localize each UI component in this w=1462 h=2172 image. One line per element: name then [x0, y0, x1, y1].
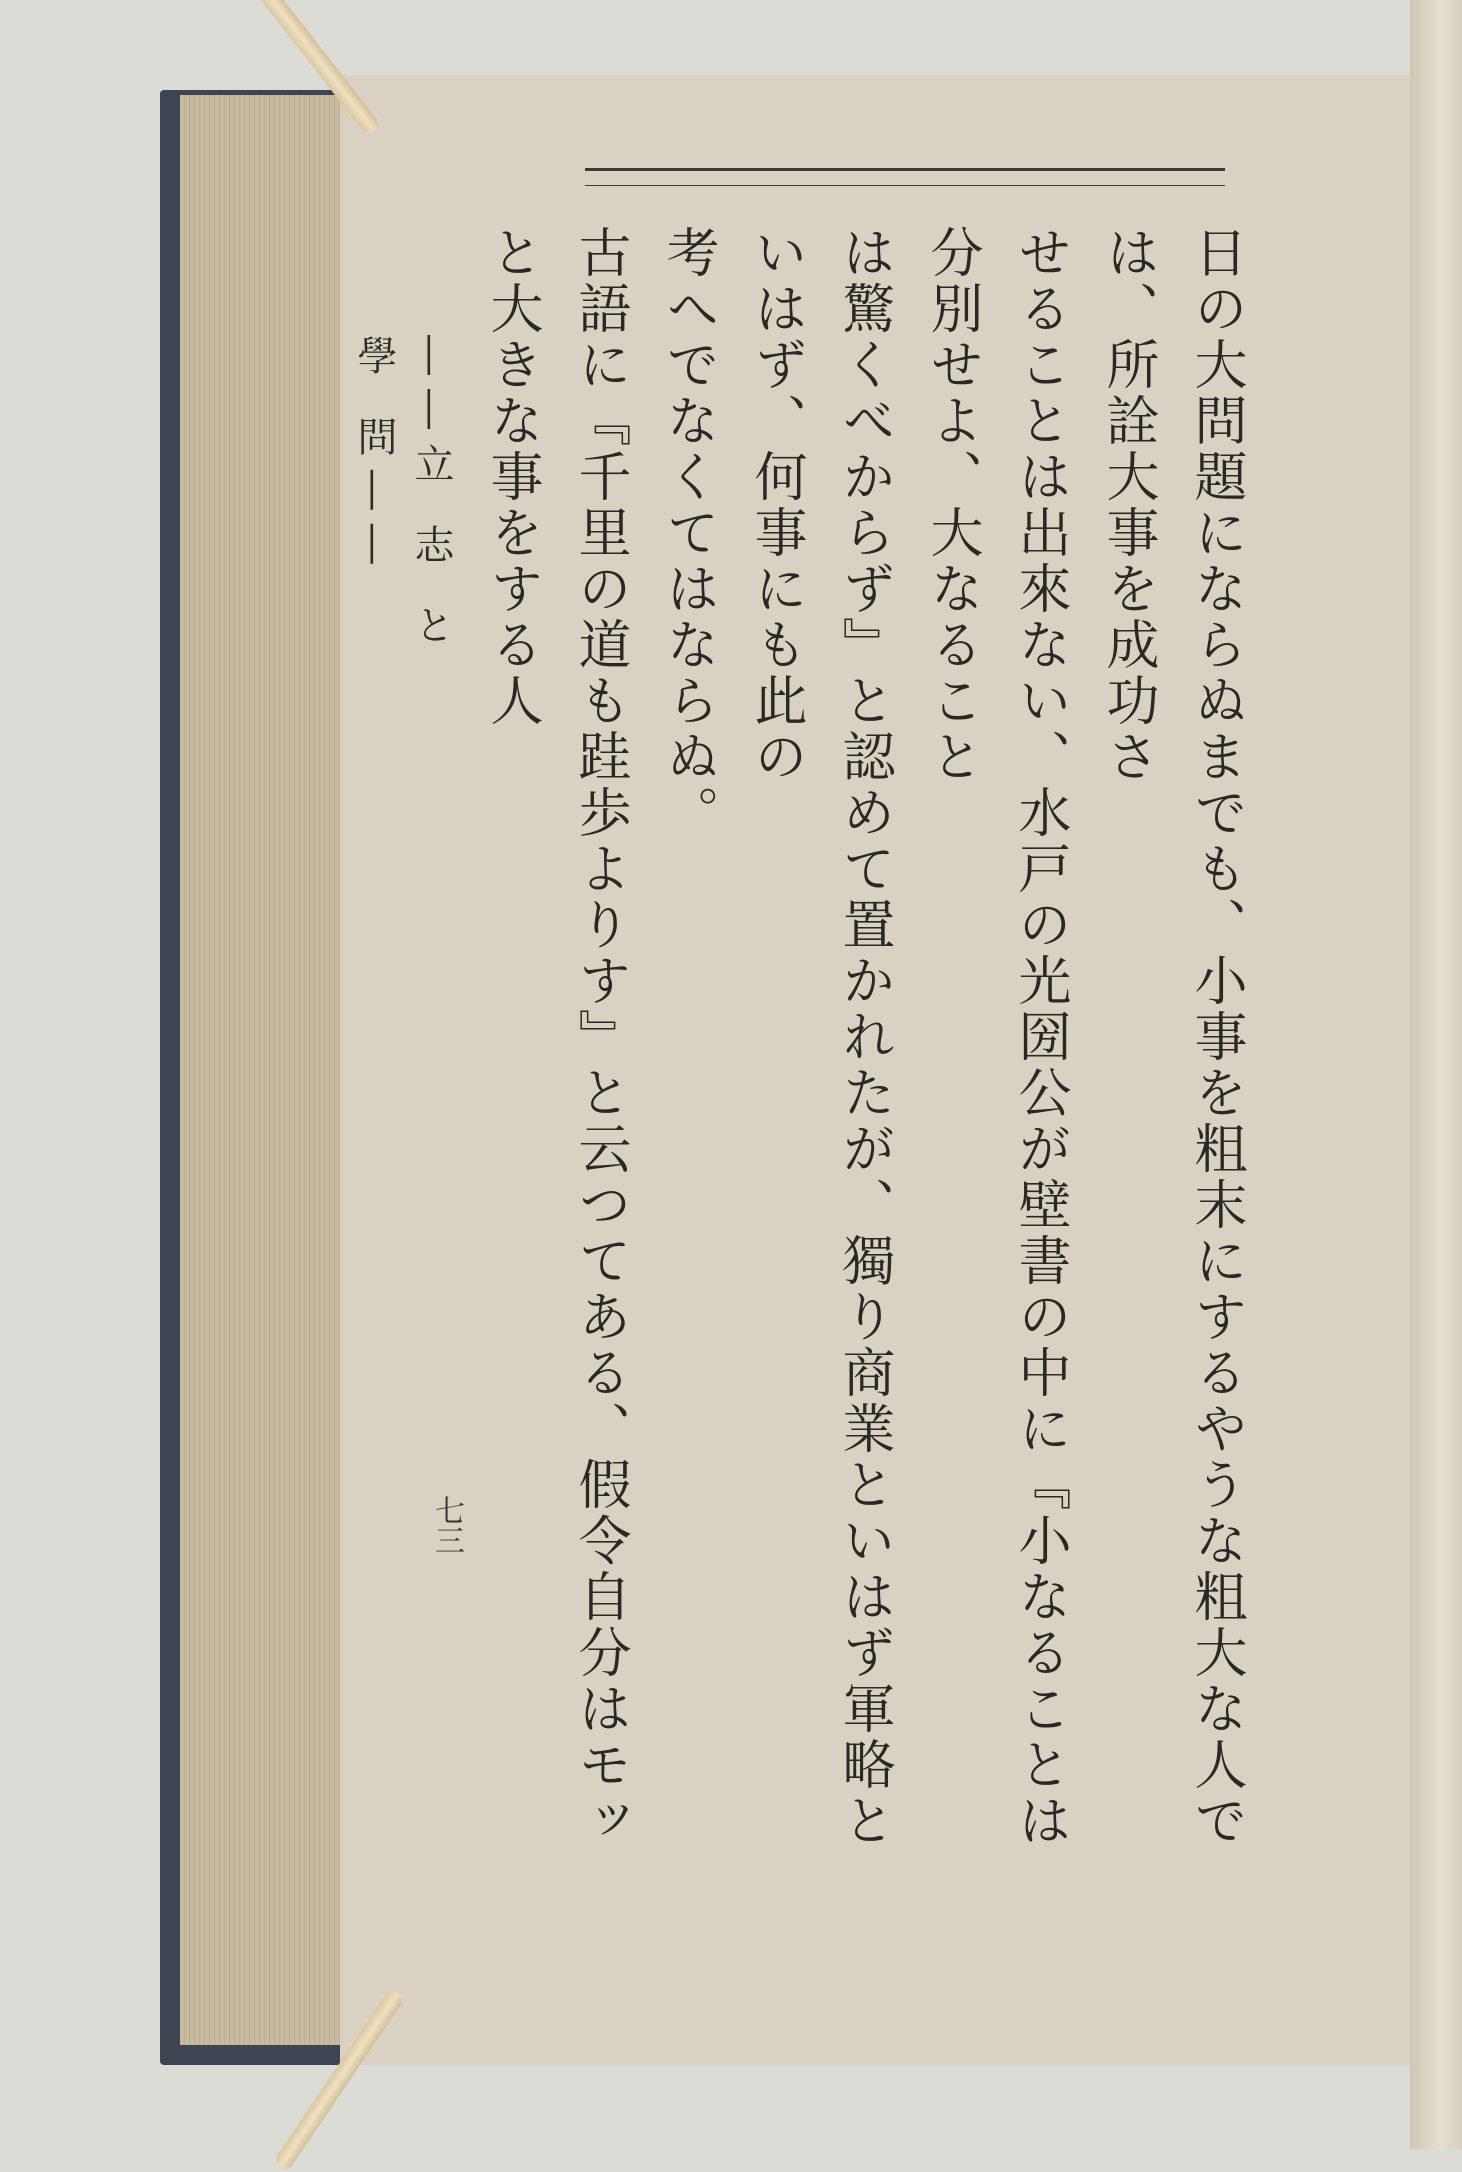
text-line: 考へでなくてはならぬ。: [658, 225, 719, 841]
facing-page-edge: [1410, 0, 1462, 2149]
text-line: は驚くべからず』と認めて置かれたが、獨り商業といはず軍略といはず、何事にも此の: [746, 225, 895, 1849]
page-block-edge: [180, 95, 340, 2045]
page-number: 七三: [429, 1495, 464, 1555]
text-line: 古語に『千里の道も跬歩よりす』と云つてある、假令自分はモッと大きな事をする人: [482, 225, 631, 1849]
text-line: せることは出來ない、水戸の光圀公が壁書の中に『小なることは分別せよ、大なること: [922, 225, 1071, 1849]
text-line: 日の大問題にならぬまでも、小事を粗末にするやうな粗大な人では、所詮大事を成功さ: [1098, 225, 1247, 1849]
running-title: ――立 志 と 學 問――: [351, 335, 454, 659]
header-rule: [585, 168, 1225, 186]
body-text: [470, 225, 1260, 1875]
